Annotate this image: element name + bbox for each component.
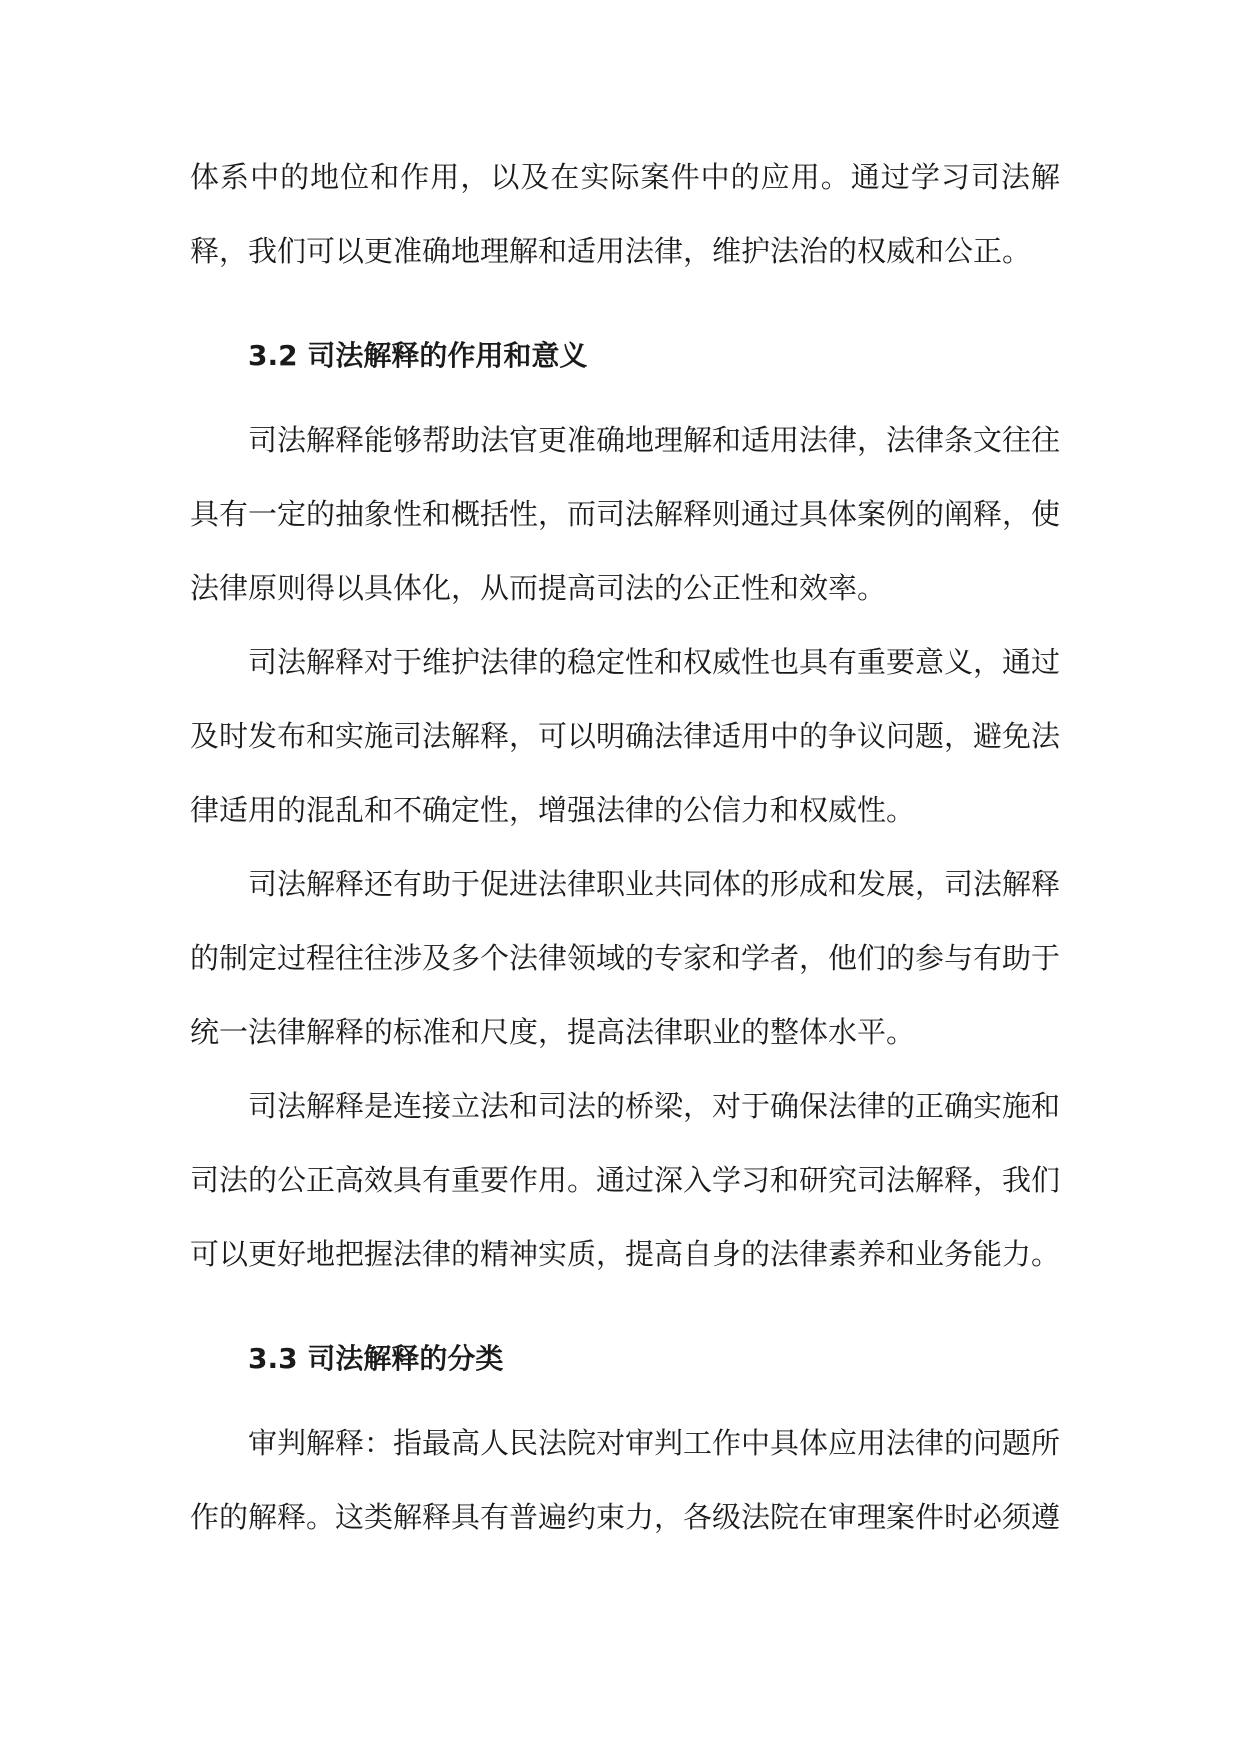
section-3-2-paragraph-3: 司法解释还有助于促进法律职业共同体的形成和发展，司法解释的制定过程往往涉及多个法律领域的专家和学者，他们的参与有助于统一法律解释的标准和尺度，提高法律职业的整体水平。 [190,867,1061,1049]
section-heading-3-2: 3.2 司法解释的作用和意义 [248,339,588,372]
section-heading-3-3: 3.3 司法解释的分类 [248,1342,504,1375]
section-3-3-paragraph-1: 审判解释：指最高人民法院对审判工作中具体应用法律的问题所作的解释。这类解释具有普遍约束力，各级法院在审理案件时必须遵 [190,1426,1061,1534]
section-3-2-paragraph-2: 司法解释对于维护法律的稳定性和权威性也具有重要意义，通过及时发布和实施司法解释，可以明确法律适用中的争议问题，避免法律适用的混乱和不确定性，增强法律的公信力和权威性。 [190,645,1061,827]
section-3-2-paragraph-4: 司法解释是连接立法和司法的桥梁，对于确保法律的正确实施和司法的公正高效具有重要作用。通过深入学习和研究司法解释，我们可以更好地把握法律的精神实质，提高自身的法律素养和业务能力。 [190,1089,1061,1271]
document-body [190,140,1060,1554]
section-3-2-paragraph-1: 司法解释能够帮助法官更准确地理解和适用法律，法律条文往往具有一定的抽象性和概括性，而司法解释则通过具体案例的阐释，使法律原则得以具体化，从而提高司法的公正性和效率。 [190,423,1061,605]
intro-paragraph: 体系中的地位和作用，以及在实际案件中的应用。通过学习司法解释，我们可以更准确地理解和适用法律，维护法治的权威和公正。 [190,160,1060,268]
